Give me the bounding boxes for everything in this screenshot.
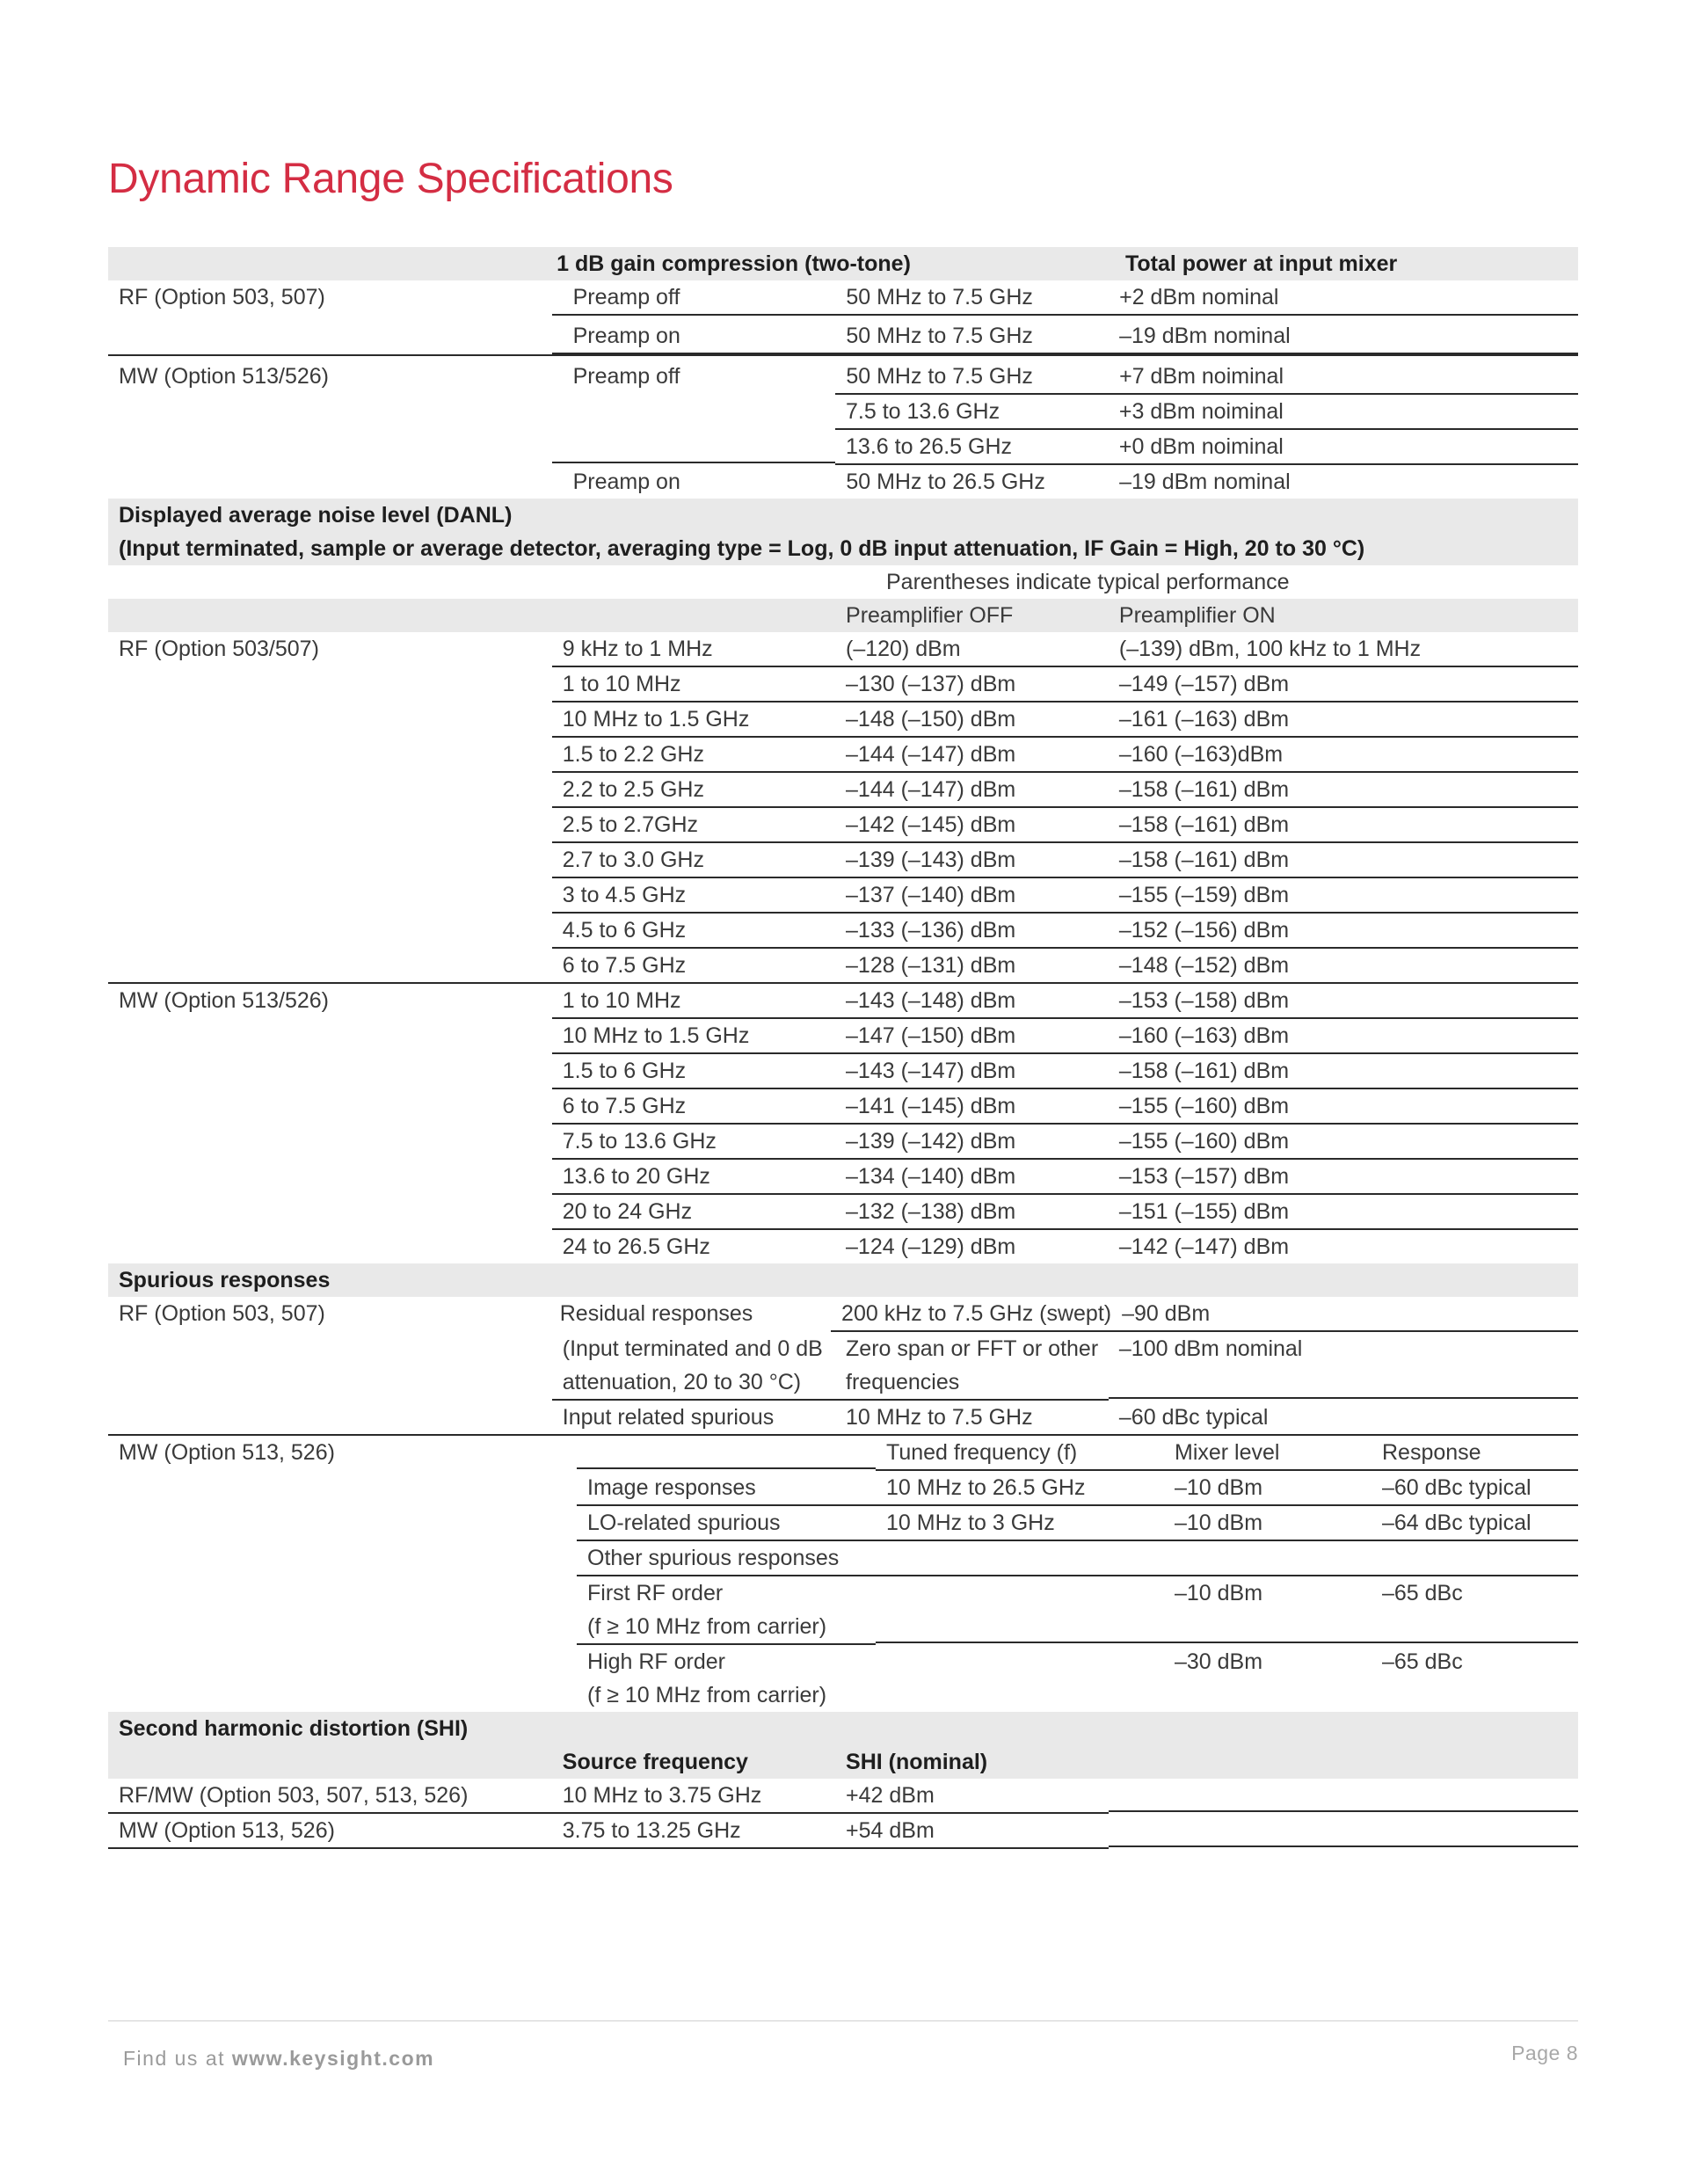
danl-preamp-on: –161 (–163) dBm xyxy=(1109,703,1578,738)
danl-freq-range: 2.2 to 2.5 GHz xyxy=(552,773,835,808)
danl-freq-range: 6 to 7.5 GHz xyxy=(552,1089,835,1125)
danl-freq-range: 2.7 to 3.0 GHz xyxy=(552,843,835,878)
compression-row xyxy=(108,280,1578,316)
power-value: +3 dBm noiminal xyxy=(1109,395,1578,430)
danl-preamp-off: (–120) dBm xyxy=(835,632,1109,667)
danl-note: Parentheses indicate typical performance xyxy=(886,570,1290,594)
shi-row xyxy=(108,1779,1578,1814)
danl-row xyxy=(108,1230,1578,1263)
blank-cell xyxy=(108,1541,577,1575)
spur-freq: 10 MHz to 26.5 GHz xyxy=(876,1471,1164,1506)
spurious-mw-row xyxy=(108,1506,1578,1541)
row-label: MW (Option 513/526) xyxy=(119,364,329,389)
danl-preamp-off: –141 (–145) dBm xyxy=(835,1089,1109,1125)
danl-option xyxy=(108,1125,552,1158)
spurious-rf-row xyxy=(108,1297,1578,1332)
spurious-mw-label: MW (Option 513, 526) xyxy=(119,1440,335,1465)
compression-header-title: 1 dB gain compression (two-tone) xyxy=(557,251,911,276)
danl-preamp-on: –148 (–152) dBm xyxy=(1118,953,1290,978)
preamp-state xyxy=(552,395,835,428)
danl-rows xyxy=(108,632,1578,1263)
tuned-frequency-header: Tuned frequency (f) xyxy=(876,1436,1164,1471)
danl-row xyxy=(108,1054,1578,1089)
danl-option xyxy=(108,1054,552,1088)
danl-preamp-on: –151 (–155) dBm xyxy=(1109,1195,1578,1230)
blank-cell xyxy=(108,1506,577,1540)
shi-option: RF/MW (Option 503, 507, 513, 526) xyxy=(108,1779,552,1814)
danl-heading-row xyxy=(108,499,1578,532)
blank-cell xyxy=(1109,1814,1578,1847)
danl-preamp-off: –144 (–147) dBm xyxy=(835,773,1109,808)
danl-preamp-off: –139 (–142) dBm xyxy=(835,1125,1109,1160)
input-related-label: Input related spurious xyxy=(562,1405,775,1430)
residual-note xyxy=(552,1332,835,1401)
danl-col-off: Preamplifier OFF xyxy=(846,603,1014,628)
danl-preamp-on: –152 (–156) dBm xyxy=(1109,914,1578,949)
danl-preamp-off: –147 (–150) dBm xyxy=(835,1019,1109,1054)
footer-find-us xyxy=(123,2047,434,2071)
danl-preamp-off: –124 (–129) dBm xyxy=(846,1234,1016,1259)
danl-subheading: (Input terminated, sample or average detector, averaging type = Log, 0 dB input attenuation, IF Gain = High, 20 to 30 °C) xyxy=(119,536,1365,561)
danl-row xyxy=(108,843,1578,878)
danl-heading: Displayed average noise level (DANL) xyxy=(119,503,513,528)
input-related-range: 10 MHz to 7.5 GHz xyxy=(846,1405,1033,1430)
compression-header-blank xyxy=(108,247,546,280)
danl-row xyxy=(108,1160,1578,1195)
freq-range: 50 MHz to 7.5 GHz xyxy=(835,280,1109,316)
row-label xyxy=(108,465,552,499)
preamp-state: Preamp on xyxy=(552,319,836,354)
footer-url-link[interactable]: www.keysight.com xyxy=(231,2047,435,2070)
spur-response: –64 dBc typical xyxy=(1372,1506,1578,1541)
freq-range: 7.5 to 13.6 GHz xyxy=(835,395,1109,430)
first-rf-response: –65 dBc xyxy=(1372,1576,1578,1643)
danl-preamp-on: –158 (–161) dBm xyxy=(1109,1054,1578,1089)
danl-row xyxy=(108,808,1578,843)
spurious-mw-row xyxy=(108,1541,1578,1576)
blank-cell xyxy=(577,565,876,599)
danl-note-row xyxy=(108,565,1578,599)
danl-row xyxy=(108,703,1578,738)
danl-freq-range: 2.5 to 2.7GHz xyxy=(552,808,835,843)
footer-divider xyxy=(108,2020,1578,2021)
shi-value: +54 dBm xyxy=(835,1814,1109,1849)
danl-row xyxy=(108,667,1578,703)
danl-freq-range: 10 MHz to 1.5 GHz xyxy=(552,1019,835,1054)
blank-cell xyxy=(876,1645,1164,1678)
danl-row xyxy=(108,982,1578,1019)
preamp-state: Preamp off xyxy=(572,364,680,389)
shi-column-header-row xyxy=(108,1745,1578,1779)
danl-option xyxy=(108,738,552,771)
danl-preamp-off: –143 (–148) dBm xyxy=(835,984,1109,1019)
danl-option xyxy=(108,878,552,912)
danl-freq-range: 6 to 7.5 GHz xyxy=(562,953,687,978)
blank-cell xyxy=(108,1745,552,1779)
spurious-rf-row xyxy=(108,1401,1578,1434)
danl-row xyxy=(108,1089,1578,1125)
danl-preamp-on: –158 (–161) dBm xyxy=(1109,773,1578,808)
danl-preamp-off: –148 (–150) dBm xyxy=(835,703,1109,738)
danl-col-on: Preamplifier ON xyxy=(1118,603,1276,628)
danl-preamp-on: –155 (–160) dBm xyxy=(1109,1125,1578,1160)
danl-freq-range: 9 kHz to 1 MHz xyxy=(552,632,835,667)
danl-preamp-off: –139 (–143) dBm xyxy=(835,843,1109,878)
spurious-mw-header-row xyxy=(108,1434,1578,1471)
blank-cell xyxy=(108,1576,577,1610)
page-number: Page 8 xyxy=(1511,2042,1578,2064)
shi-value: +42 dBm xyxy=(835,1779,1109,1814)
danl-row xyxy=(108,878,1578,914)
blank-cell xyxy=(108,1332,552,1365)
danl-preamp-off: –142 (–145) dBm xyxy=(835,808,1109,843)
shi-source: 10 MHz to 3.75 GHz xyxy=(552,1779,835,1814)
danl-option: RF (Option 503/507) xyxy=(119,637,319,661)
first-rf-line2: (f ≥ 10 MHz from carrier) xyxy=(587,1614,827,1639)
blank-cell xyxy=(876,1576,1164,1643)
freq-range: 50 MHz to 7.5 GHz xyxy=(835,360,1109,395)
row-label xyxy=(108,395,552,428)
danl-option xyxy=(108,703,552,736)
danl-column-header-row xyxy=(108,599,1578,632)
danl-freq-range: 7.5 to 13.6 GHz xyxy=(552,1125,835,1160)
danl-preamp-off: –132 (–138) dBm xyxy=(835,1195,1109,1230)
danl-option xyxy=(108,1160,552,1193)
row-label: RF (Option 503, 507) xyxy=(119,285,325,309)
shi-heading: Second harmonic distortion (SHI) xyxy=(119,1716,469,1741)
blank-cell xyxy=(577,1436,876,1469)
spurious-heading-row xyxy=(108,1263,1578,1297)
blank-cell xyxy=(108,565,577,599)
dynamic-range-table xyxy=(108,247,1578,1849)
other-spurious-label: Other spurious responses xyxy=(577,1541,1578,1576)
mixer-level-header: Mixer level xyxy=(1164,1436,1372,1471)
spurious-rf-label: RF (Option 503, 507) xyxy=(119,1301,325,1326)
danl-preamp-on: –158 (–161) dBm xyxy=(1109,808,1578,843)
danl-option xyxy=(108,914,552,947)
preamp-state xyxy=(552,430,835,463)
danl-option xyxy=(108,843,552,877)
danl-freq-range: 24 to 26.5 GHz xyxy=(562,1234,710,1259)
danl-preamp-off: –144 (–147) dBm xyxy=(835,738,1109,773)
danl-option: MW (Option 513/526) xyxy=(119,988,329,1013)
compression-row xyxy=(108,354,1578,395)
compression-row xyxy=(108,430,1578,465)
danl-preamp-on: –155 (–159) dBm xyxy=(1109,878,1578,914)
danl-row xyxy=(108,949,1578,982)
row-label xyxy=(108,430,552,463)
power-value: –19 dBm nominal xyxy=(1119,470,1291,494)
danl-option xyxy=(108,808,552,841)
danl-freq-range: 1 to 10 MHz xyxy=(552,984,835,1019)
shi-heading-row xyxy=(108,1712,1578,1745)
danl-row xyxy=(108,632,1578,667)
row-label xyxy=(108,319,552,353)
danl-option xyxy=(108,667,552,701)
danl-freq-range: 1.5 to 6 GHz xyxy=(552,1054,835,1089)
power-value: –19 dBm nominal xyxy=(1109,319,1578,354)
zero-span-value: –100 dBm nominal xyxy=(1109,1332,1578,1399)
power-value: +0 dBm noiminal xyxy=(1109,430,1578,465)
danl-option xyxy=(108,1195,552,1228)
swept-range: 200 kHz to 7.5 GHz (swept) xyxy=(831,1297,1111,1332)
danl-preamp-on: –153 (–158) dBm xyxy=(1109,984,1578,1019)
danl-freq-range: 1 to 10 MHz xyxy=(552,667,835,703)
shi-source: 3.75 to 13.25 GHz xyxy=(552,1814,835,1849)
spur-type: LO-related spurious xyxy=(577,1506,876,1541)
footer-prefix: Find us at xyxy=(123,2047,232,2070)
spurious-mw-row xyxy=(108,1471,1578,1506)
power-value: +7 dBm noiminal xyxy=(1109,360,1578,395)
danl-freq-range: 20 to 24 GHz xyxy=(552,1195,835,1230)
danl-preamp-on: –149 (–157) dBm xyxy=(1109,667,1578,703)
danl-preamp-on: –155 (–160) dBm xyxy=(1109,1089,1578,1125)
first-rf-line1: First RF order xyxy=(587,1581,724,1605)
danl-preamp-off: –133 (–136) dBm xyxy=(835,914,1109,949)
high-rf-response: –65 dBc xyxy=(1382,1649,1463,1674)
freq-range: 13.6 to 26.5 GHz xyxy=(835,430,1109,465)
first-rf-mixer: –10 dBm xyxy=(1164,1576,1372,1643)
swept-value: –90 dBm xyxy=(1111,1297,1578,1332)
compression-row xyxy=(108,316,1578,354)
preamp-state: Preamp on xyxy=(572,470,680,494)
danl-preamp-off: –137 (–140) dBm xyxy=(835,878,1109,914)
compression-row xyxy=(108,395,1578,430)
compression-row xyxy=(108,465,1578,499)
high-rf-line2: (f ≥ 10 MHz from carrier) xyxy=(587,1683,827,1707)
blank-cell xyxy=(1109,1745,1578,1779)
shi-row xyxy=(108,1814,1578,1849)
shi-option: MW (Option 513, 526) xyxy=(108,1814,552,1849)
first-rf-order xyxy=(577,1576,876,1645)
danl-row xyxy=(108,1125,1578,1160)
danl-preamp-on: –160 (–163)dBm xyxy=(1109,738,1578,773)
blank-cell xyxy=(552,599,835,632)
danl-option xyxy=(108,773,552,806)
compression-header-blank2 xyxy=(845,247,1115,280)
spur-mixer: –10 dBm xyxy=(1164,1471,1372,1506)
danl-preamp-on: –153 (–157) dBm xyxy=(1109,1160,1578,1195)
high-rf-line1: High RF order xyxy=(587,1649,725,1674)
input-related-value: –60 dBc typical xyxy=(1118,1405,1269,1430)
danl-option xyxy=(108,1089,552,1123)
high-rf-mixer: –30 dBm xyxy=(1175,1649,1263,1674)
residual-note-line1: (Input terminated and 0 dB xyxy=(562,1336,823,1361)
spurious-mw-row xyxy=(108,1576,1578,1645)
residual-note-line2: attenuation, 20 to 30 °C) xyxy=(562,1370,802,1394)
danl-row xyxy=(108,1019,1578,1054)
compression-header-power: Total power at input mixer xyxy=(1124,251,1398,276)
response-header: Response xyxy=(1372,1436,1578,1471)
spur-type: Image responses xyxy=(577,1471,876,1506)
residual-label: Residual responses xyxy=(559,1301,753,1326)
danl-preamp-on: (–139) dBm, 100 kHz to 1 MHz xyxy=(1109,632,1578,667)
danl-freq-range: 1.5 to 2.2 GHz xyxy=(552,738,835,773)
danl-freq-range: 3 to 4.5 GHz xyxy=(552,878,835,914)
page-title: Dynamic Range Specifications xyxy=(108,156,673,202)
danl-option xyxy=(108,1019,552,1052)
danl-option xyxy=(108,1230,552,1263)
spur-response: –60 dBc typical xyxy=(1372,1471,1578,1506)
danl-preamp-off: –130 (–137) dBm xyxy=(835,667,1109,703)
blank-cell xyxy=(108,1471,577,1504)
spurious-rf-row xyxy=(108,1332,1578,1401)
blank-cell xyxy=(108,1401,552,1434)
spur-mixer: –10 dBm xyxy=(1164,1506,1372,1541)
danl-row xyxy=(108,738,1578,773)
high-rf-order xyxy=(577,1645,876,1712)
danl-row xyxy=(108,1195,1578,1230)
danl-freq-range: 4.5 to 6 GHz xyxy=(552,914,835,949)
danl-preamp-off: –143 (–147) dBm xyxy=(835,1054,1109,1089)
spur-freq: 10 MHz to 3 GHz xyxy=(876,1506,1164,1541)
danl-row xyxy=(108,914,1578,949)
danl-preamp-off: –134 (–140) dBm xyxy=(835,1160,1109,1195)
danl-preamp-on: –160 (–163) dBm xyxy=(1109,1019,1578,1054)
danl-freq-range: 10 MHz to 1.5 GHz xyxy=(552,703,835,738)
preamp-state: Preamp off xyxy=(552,280,836,316)
danl-preamp-on: –158 (–161) dBm xyxy=(1109,843,1578,878)
zero-span-line1: Zero span or FFT or other xyxy=(846,1336,1099,1361)
zero-span xyxy=(835,1332,1109,1401)
compression-header-row xyxy=(108,247,1578,280)
danl-subheading-row xyxy=(108,532,1578,565)
danl-row xyxy=(108,773,1578,808)
power-value: +2 dBm nominal xyxy=(1109,280,1578,316)
spurious-heading: Spurious responses xyxy=(119,1268,331,1292)
danl-preamp-on: –142 (–147) dBm xyxy=(1118,1234,1290,1259)
blank-cell xyxy=(1109,1779,1578,1812)
danl-freq-range: 13.6 to 20 GHz xyxy=(552,1160,835,1195)
zero-span-line2: frequencies xyxy=(846,1370,960,1394)
blank-cell xyxy=(108,599,552,632)
shi-col-source: Source frequency xyxy=(562,1750,748,1774)
danl-preamp-off: –128 (–131) dBm xyxy=(846,953,1016,978)
danl-option xyxy=(108,949,552,982)
freq-range: 50 MHz to 26.5 GHz xyxy=(846,470,1045,494)
freq-range: 50 MHz to 7.5 GHz xyxy=(835,319,1109,354)
shi-col-value: SHI (nominal) xyxy=(846,1750,988,1774)
spurious-mw-row xyxy=(108,1645,1578,1712)
blank-cell xyxy=(108,1645,577,1678)
